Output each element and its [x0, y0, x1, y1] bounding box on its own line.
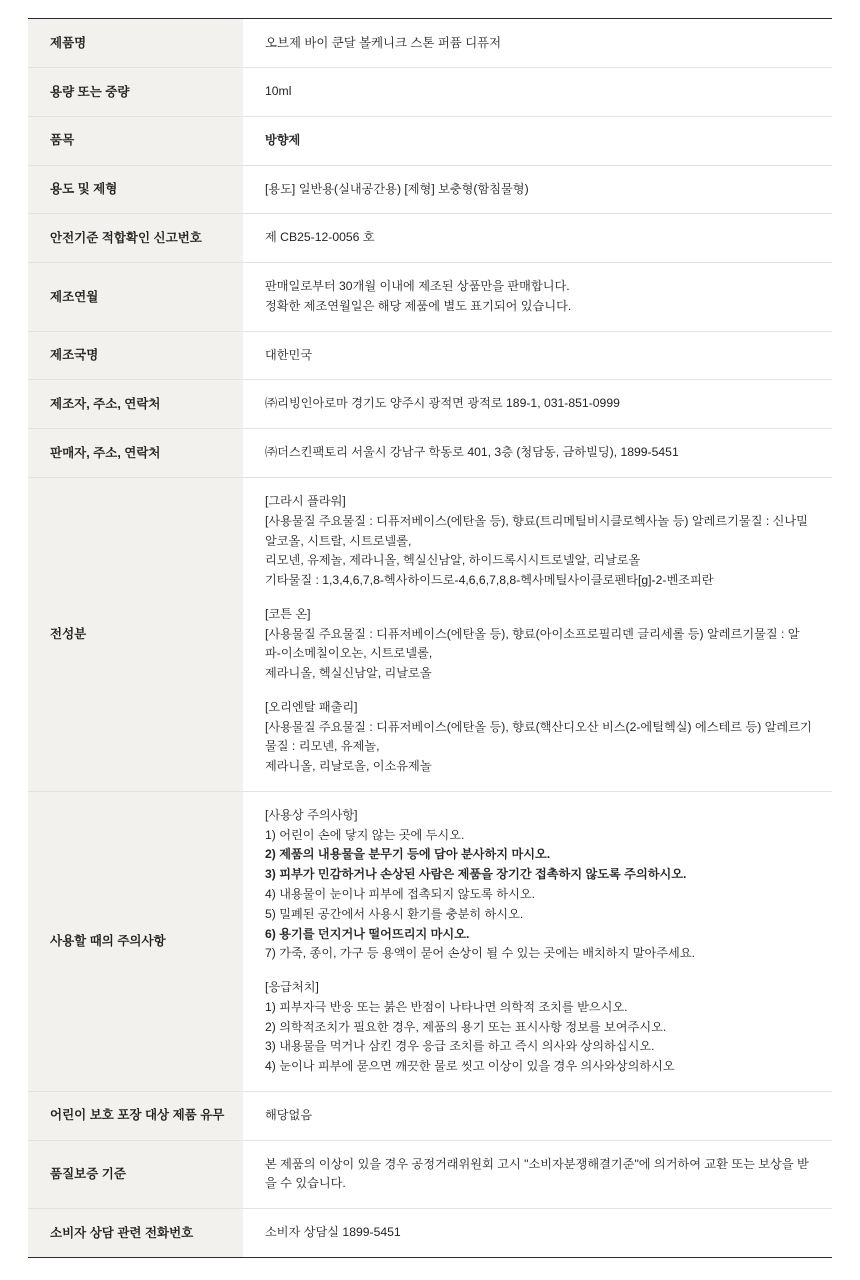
value-line: 대한민국 — [265, 347, 313, 362]
value-line: 1) 피부자극 반응 또는 붉은 반점이 나타나면 의학적 조치를 받으시오. — [265, 999, 628, 1014]
table-row — [28, 429, 832, 478]
table-row — [28, 68, 832, 117]
value-line: 해당없음 — [265, 1107, 313, 1122]
value-line: [응급처치] — [265, 980, 319, 995]
row-label-quality-warranty: 품질보증 기준 — [28, 1140, 243, 1209]
row-value-item-type — [243, 116, 832, 165]
ingredient-block — [265, 492, 814, 591]
row-value-usage-form — [243, 165, 832, 214]
row-label-ingredients: 전성분 — [28, 477, 243, 791]
table-row — [28, 1209, 832, 1258]
row-label-item-type: 품목 — [28, 116, 243, 165]
value-line: 소비자 상담실 1899-5451 — [265, 1225, 401, 1240]
ingredient-block — [265, 605, 814, 684]
table-row — [28, 477, 832, 791]
table-row — [28, 331, 832, 380]
row-value-precautions — [243, 791, 832, 1091]
row-label-volume: 용량 또는 중량 — [28, 68, 243, 117]
row-label-seller: 판매자, 주소, 연락처 — [28, 429, 243, 478]
table-row — [28, 19, 832, 68]
value-line: 3) 피부가 민감하거나 손상된 사람은 제품을 장기간 접촉하지 않도록 주의하시오. — [265, 867, 687, 882]
row-value-manufacturer — [243, 380, 832, 429]
value-line: 2) 의학적조치가 필요한 경우, 제품의 용기 또는 표시사항 정보를 보여주시오. — [265, 1019, 667, 1034]
value-line: 7) 가죽, 종이, 가구 등 용액이 묻어 손상이 될 수 있는 곳에는 배치하지 말아주세요. — [265, 946, 695, 961]
table-row — [28, 791, 832, 1091]
value-line: [오리엔탈 패출리] — [265, 699, 358, 714]
row-value-country — [243, 331, 832, 380]
value-line: [용도] 일반용(실내공간용) [제형] 보충형(함침물형) — [265, 181, 529, 196]
product-spec-table — [28, 18, 832, 1258]
row-label-country: 제조국명 — [28, 331, 243, 380]
row-label-precautions: 사용할 때의 주의사항 — [28, 791, 243, 1091]
value-line: ㈜리빙인아로마 경기도 양주시 광적면 광적로 189-1, 031-851-0999 — [265, 396, 620, 411]
value-line: [사용물질 주요물질 : 디퓨저베이스(에탄올 등), 향료(아이소프로필리덴 글리세롤 등) 알레르기물질 : 알파-이소메칠이오논, 시트로넬롤, — [265, 626, 800, 661]
value-line: 오브제 바이 쿤달 볼케니크 스톤 퍼퓸 디퓨저 — [265, 36, 502, 50]
spec-table-body — [28, 19, 832, 1258]
ingredient-block — [265, 698, 814, 777]
value-line: [사용물질 주요물질 : 디퓨저베이스(에탄올 등), 향료(트리메틸비시클로헥사놀 등) 알레르기물질 : 신나밀알코올, 시트랄, 시트로넬롤, — [265, 513, 808, 548]
value-line: 판매일로부터 30개월 이내에 제조된 상품만을 판매합니다. — [265, 279, 570, 294]
value-line: 1) 어린이 손에 닿지 않는 곳에 두시오. — [265, 827, 465, 842]
value-line: 기타물질 : 1,3,4,6,7,8-헥사하이드로-4,6,6,7,8,8-헥사메틸사이클로펜타[g]-2-벤조피란 — [265, 573, 714, 588]
value-line: 4) 내용물이 눈이나 피부에 접촉되지 않도록 하시오. — [265, 887, 536, 901]
row-value-customer-service-phone — [243, 1209, 832, 1258]
value-line: 방향제 — [265, 132, 301, 147]
value-line: [그라시 플라워] — [265, 493, 346, 508]
row-value-child-safe-packaging — [243, 1091, 832, 1140]
row-label-customer-service-phone: 소비자 상담 관련 전화번호 — [28, 1209, 243, 1258]
row-value-quality-warranty — [243, 1140, 832, 1209]
value-line: 5) 밀폐된 공간에서 사용시 환기를 충분히 하시오. — [265, 906, 524, 921]
table-row — [28, 380, 832, 429]
row-value-volume — [243, 68, 832, 117]
table-row — [28, 214, 832, 263]
value-line: 2) 제품의 내용물을 분무기 등에 담아 분사하지 마시오. — [265, 847, 551, 862]
value-line: [사용상 주의사항] — [265, 807, 358, 822]
row-label-manufacture-date: 제조연월 — [28, 263, 243, 332]
row-label-child-safe-packaging: 어린이 보호 포장 대상 제품 유무 — [28, 1091, 243, 1140]
row-value-ingredients — [243, 477, 832, 791]
table-row — [28, 116, 832, 165]
table-row — [28, 1140, 832, 1209]
value-line: 제라니올, 헥실신남알, 리날로올 — [265, 666, 432, 681]
value-line: 리모넨, 유제놀, 제라니올, 헥실신남알, 하이드록시시트로넬알, 리날로올 — [265, 553, 641, 568]
row-value-manufacture-date — [243, 263, 832, 332]
row-label-product-name: 제품명 — [28, 19, 243, 68]
row-value-product-name — [243, 19, 832, 68]
row-label-manufacturer: 제조자, 주소, 연락처 — [28, 380, 243, 429]
row-value-seller — [243, 429, 832, 478]
table-row — [28, 1091, 832, 1140]
table-row — [28, 165, 832, 214]
precaution-block — [265, 806, 814, 964]
first-aid-block — [265, 978, 814, 1077]
row-value-safety-number — [243, 214, 832, 263]
row-label-usage-form: 용도 및 제형 — [28, 165, 243, 214]
value-line: ㈜더스킨팩토리 서울시 강남구 학동로 401, 3층 (청담동, 금하빌딩), 1899-5451 — [265, 445, 679, 460]
value-line: 3) 내용물을 먹거나 삼킨 경우 응급 조치를 하고 즉시 의사와 상의하십시오. — [265, 1039, 655, 1054]
value-line: 제라니올, 리날로올, 이소유제놀 — [265, 759, 432, 774]
table-row — [28, 263, 832, 332]
row-label-safety-number: 안전기준 적합확인 신고번호 — [28, 214, 243, 263]
value-line: 본 제품의 이상이 있을 경우 공정거래위원회 고시 "소비자분쟁해결기준"에 의거하여 교환 또는 보상을 받을 수 있습니다. — [265, 1156, 809, 1191]
value-line: 제 CB25-12-0056 호 — [265, 230, 375, 245]
value-line: 4) 눈이나 피부에 묻으면 깨끗한 물로 씻고 이상이 있을 경우 의사와상의하시오 — [265, 1059, 675, 1074]
value-line: 정확한 제조연월일은 해당 제품에 별도 표기되어 있습니다. — [265, 298, 572, 313]
value-line: 10ml — [265, 84, 292, 99]
value-line: [사용물질 주요물질 : 디퓨저베이스(에탄올 등), 향료(핵산디오산 비스(2-에틸헥실) 에스테르 등) 알레르기물질 : 리모넨, 유제놀, — [265, 719, 812, 754]
value-line: [코튼 온] — [265, 606, 311, 621]
value-line: 6) 용기를 던지거나 떨어뜨리지 마시오. — [265, 926, 470, 941]
